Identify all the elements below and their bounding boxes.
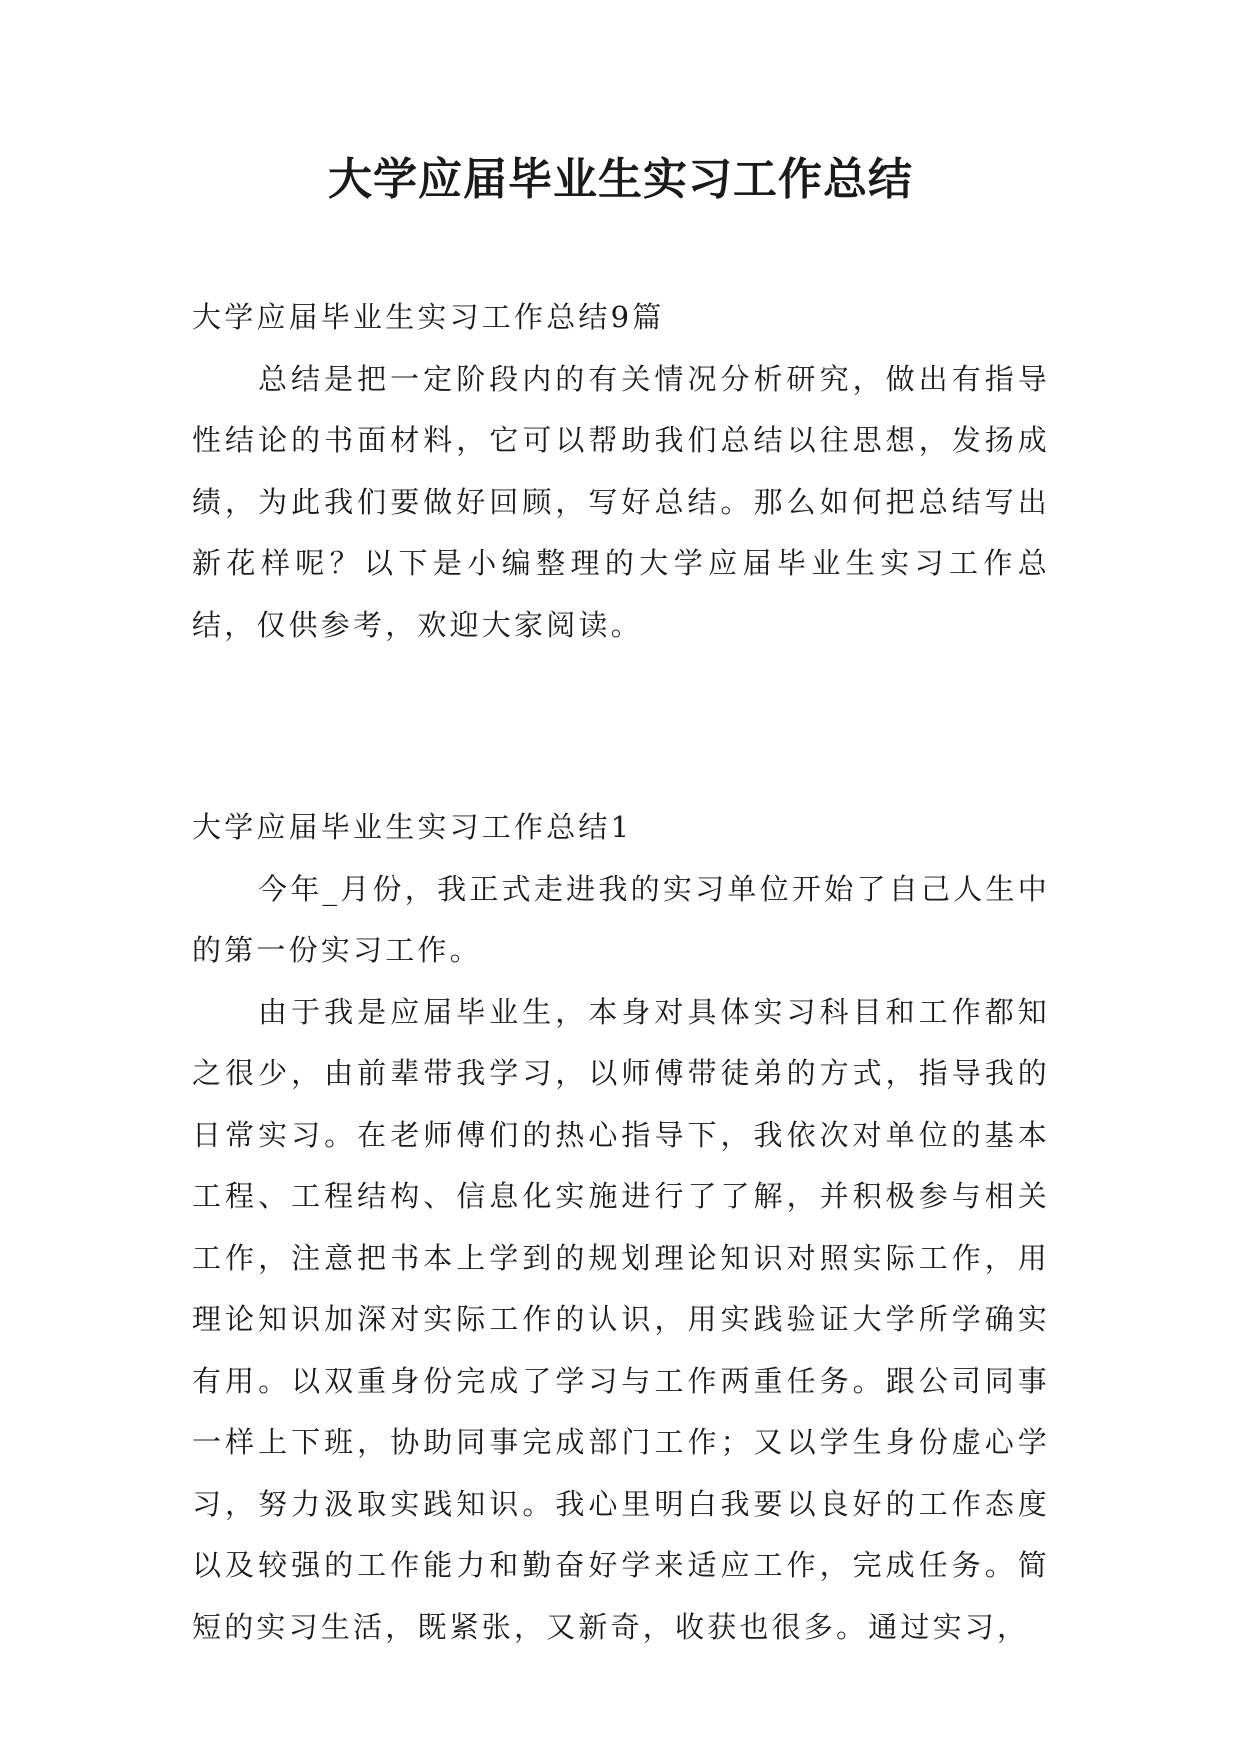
intro-paragraph: 总结是把一定阶段内的有关情况分析研究，做出有指导性结论的书面材料，它可以帮助我们总结以往思想，发扬成绩，为此我们要做好回顾，写好总结。那么如何把总结写出新花样呢？以下是小编整理的大学应届毕业生实习工作总结，仅供参考，欢迎大家阅读。 [192,361,1050,642]
document-subtitle: 大学应届毕业生实习工作总结9篇 [192,300,665,334]
section-spacer [192,656,1050,797]
body-paragraph: 今年_月份，我正式走进我的实习单位开始了自己人生中的第一份实习工作。 [192,871,1050,967]
section-heading: 大学应届毕业生实习工作总结1 [192,810,633,844]
document-body [192,287,1050,1658]
document-title: 大学应届毕业生实习工作总结 [328,154,913,205]
body-paragraph: 由于我是应届毕业生，本身对具体实习科目和工作都知之很少，由前辈带我学习，以师傅带徒弟的方式，指导我的日常实习。在老师傅们的热心指导下，我依次对单位的基本工程、工程结构、信息化实施进行了了解，并积极参与相关工作，注意把书本上学到的规划理论知识对照实际工作，用理论知识加深对实际工作的认识，用实践验证大学所学确实有用。以双重身份完成了学习与工作两重任务。跟公司同事一样上下班，协助同事完成部门工作；又以学生身份虚心学习，努力汲取实践知识。我心里明白我要以良好的工作态度以及较强的工作能力和勤奋好学来适应工作，完成任务。简短的实习生活，既紧张，又新奇，收获也很多。通过实习， [192,994,1050,1644]
